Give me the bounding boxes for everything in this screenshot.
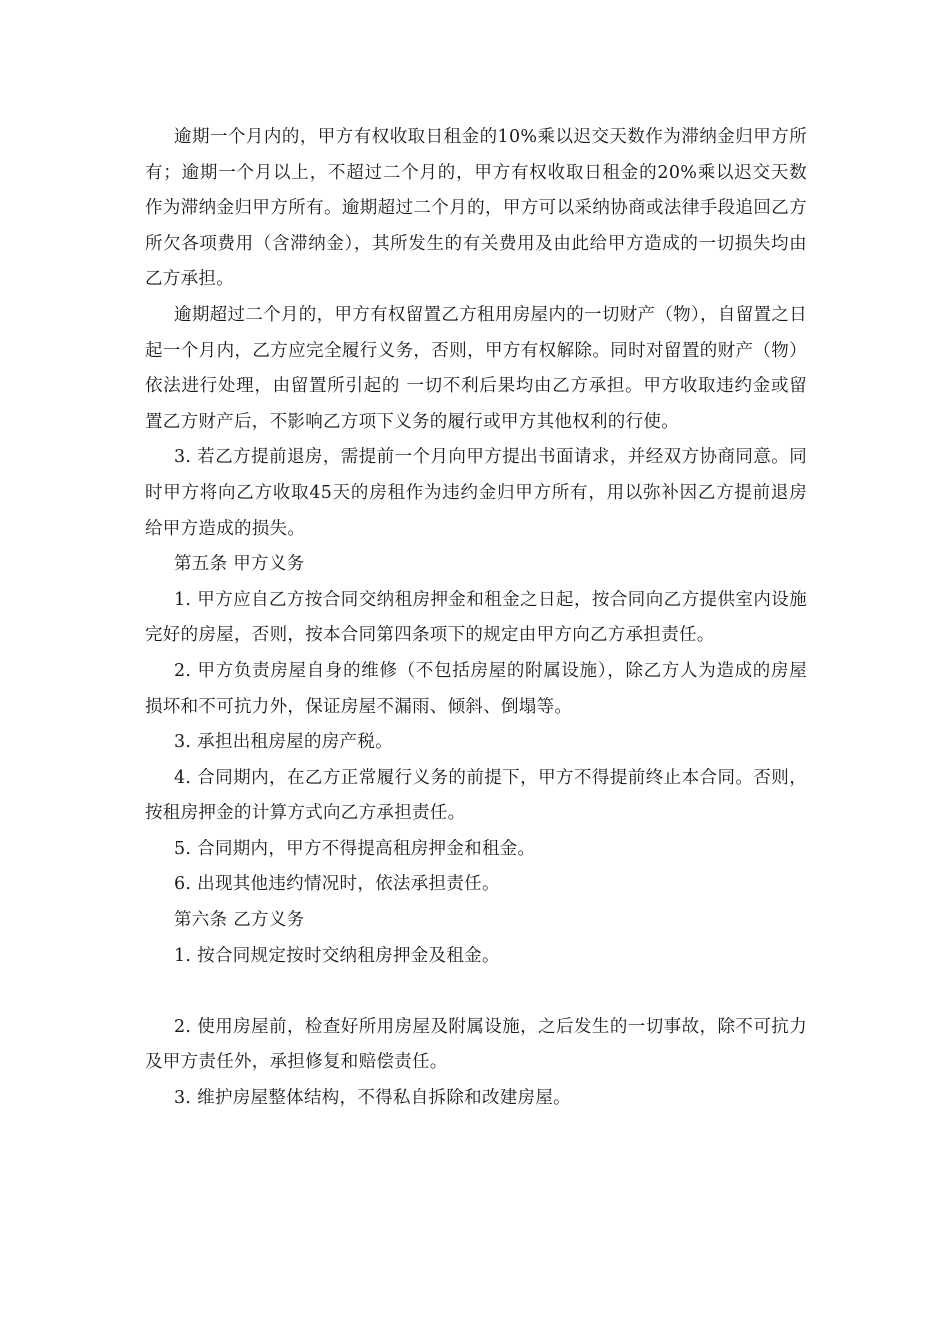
article5-item-6: 6. 出现其他违约情况时，依法承担责任。 <box>174 874 500 895</box>
article5-item-3: 3. 承担出租房屋的房产税。 <box>174 732 393 753</box>
document-body <box>145 120 807 1117</box>
article6-item-3: 3. 维护房屋整体结构，不得私自拆除和改建房屋。 <box>174 1088 571 1109</box>
article5-item-1: 1. 甲方应自乙方按合同交纳租房押金和租金之日起，按合同向乙方提供室内设施完好的房屋，否则，按本合同第四条项下的规定由甲方向乙方承担责任。 <box>145 589 807 646</box>
article5-item-4: 4. 合同期内，在乙方正常履行义务的前提下，甲方不得提前终止本合同。否则，按租房押金的计算方式向乙方承担责任。 <box>145 767 807 824</box>
blank-line <box>145 974 807 1010</box>
article5-item-5: 5. 合同期内，甲方不得提高租房押金和租金。 <box>174 838 536 859</box>
paragraph-early-termination: 3. 若乙方提前退房，需提前一个月向甲方提出书面请求，并经双方协商同意。同时甲方将向乙方收取45天的房租作为违约金归甲方所有，用以弥补因乙方提前退房给甲方造成的损失。 <box>145 447 807 539</box>
article5-heading: 第五条 甲方义务 <box>174 554 305 575</box>
article6-item-1: 1. 按合同规定按时交纳租房押金及租金。 <box>174 945 500 966</box>
paragraph-property-lien: 逾期超过二个月的，甲方有权留置乙方租用房屋内的一切财产（物），自留置之日起一个月内，乙方应完全履行义务，否则，甲方有权解除。同时对留置的财产（物）依法进行处理，由留置所引起的 一切不利后果均由乙方承担。甲方收取违约金或留置乙方财产后，不影响乙方项下义务的履行或甲方其他权利的行使。 <box>145 304 807 432</box>
article5-item-2: 2. 甲方负责房屋自身的维修（不包括房屋的附属设施），除乙方人为造成的房屋损坏和不可抗力外，保证房屋不漏雨、倾斜、倒塌等。 <box>145 660 807 717</box>
article6-heading: 第六条 乙方义务 <box>174 910 305 931</box>
paragraph-late-payment-penalty: 逾期一个月内的，甲方有权收取日租金的10%乘以迟交天数作为滞纳金归甲方所有；逾期一个月以上，不超过二个月的，甲方有权收取日租金的20%乘以迟交天数作为滞纳金归甲方所有。逾期超过二个月的，甲方可以采纳协商或法律手段追回乙方所欠各项费用（含滞纳金），其所发生的有关费用及由此给甲方造成的一切损失均由乙方承担。 <box>145 127 807 290</box>
article6-item-2: 2. 使用房屋前，检查好所用房屋及附属设施，之后发生的一切事故，除不可抗力及甲方责任外，承担修复和赔偿责任。 <box>145 1016 807 1073</box>
